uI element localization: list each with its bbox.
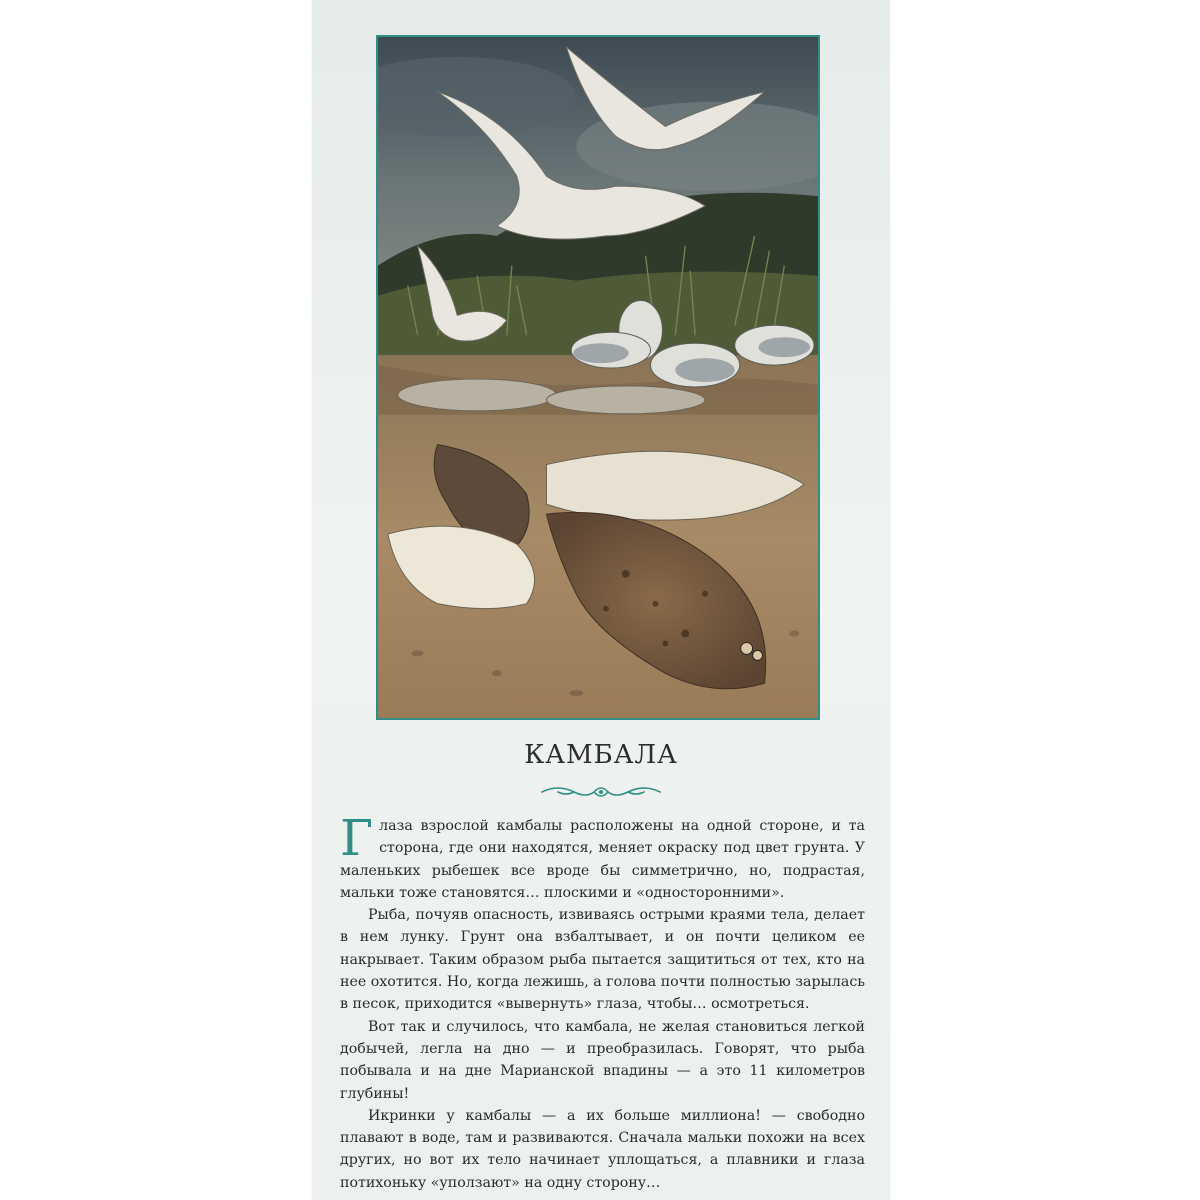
illustration-art: [378, 37, 818, 718]
article-title: КАМБАЛА: [524, 740, 678, 770]
article-body: [340, 809, 865, 1194]
paragraph-1: [340, 809, 865, 904]
paragraph-2: Рыба, почуяв опасность, извиваясь острыми краями тела, делает в нем лунку. Грунт она взбалтывает, и он почти целиком ее накрывает. Таким образом рыба пытается защититься от тех, кто на нее охотится. Но, когда лежишь, а голова почти полностью зарылась в песок, приходится «вывернуть» глаза, чтобы… осмотреться.: [340, 907, 865, 1013]
flourish-divider-icon: [538, 780, 664, 804]
paragraph-4: Икринки у камбалы — а их больше миллиона! — свободно плавают в воде, там и развиваются. Сначала мальки похожи на всех других, но вот их тело начинает уплощаться, а плавники и глаза потихоньку «уползают» на одну сторону…: [340, 1107, 865, 1191]
flounder-gulls-illustration: [376, 35, 820, 720]
book-page: [312, 0, 890, 1200]
paragraph-3: Вот так и случилось, что камбала, не желая становиться легкой добычей, легла на дно — и преобразилась. Говорят, что рыба побывала и на дне Марианской впадины — а это 11 километров глубины!: [340, 1018, 865, 1102]
paragraph-1-text: лаза взрослой камбалы расположены на одной стороне, и та сторона, где они находятся, меняет окраску под цвет грунта. У маленьких рыбешек все вроде бы симметрично, но, подрастая, мальки тоже становятся… плоскими и «односторонними».: [340, 818, 865, 901]
drop-cap: Г: [340, 809, 374, 867]
